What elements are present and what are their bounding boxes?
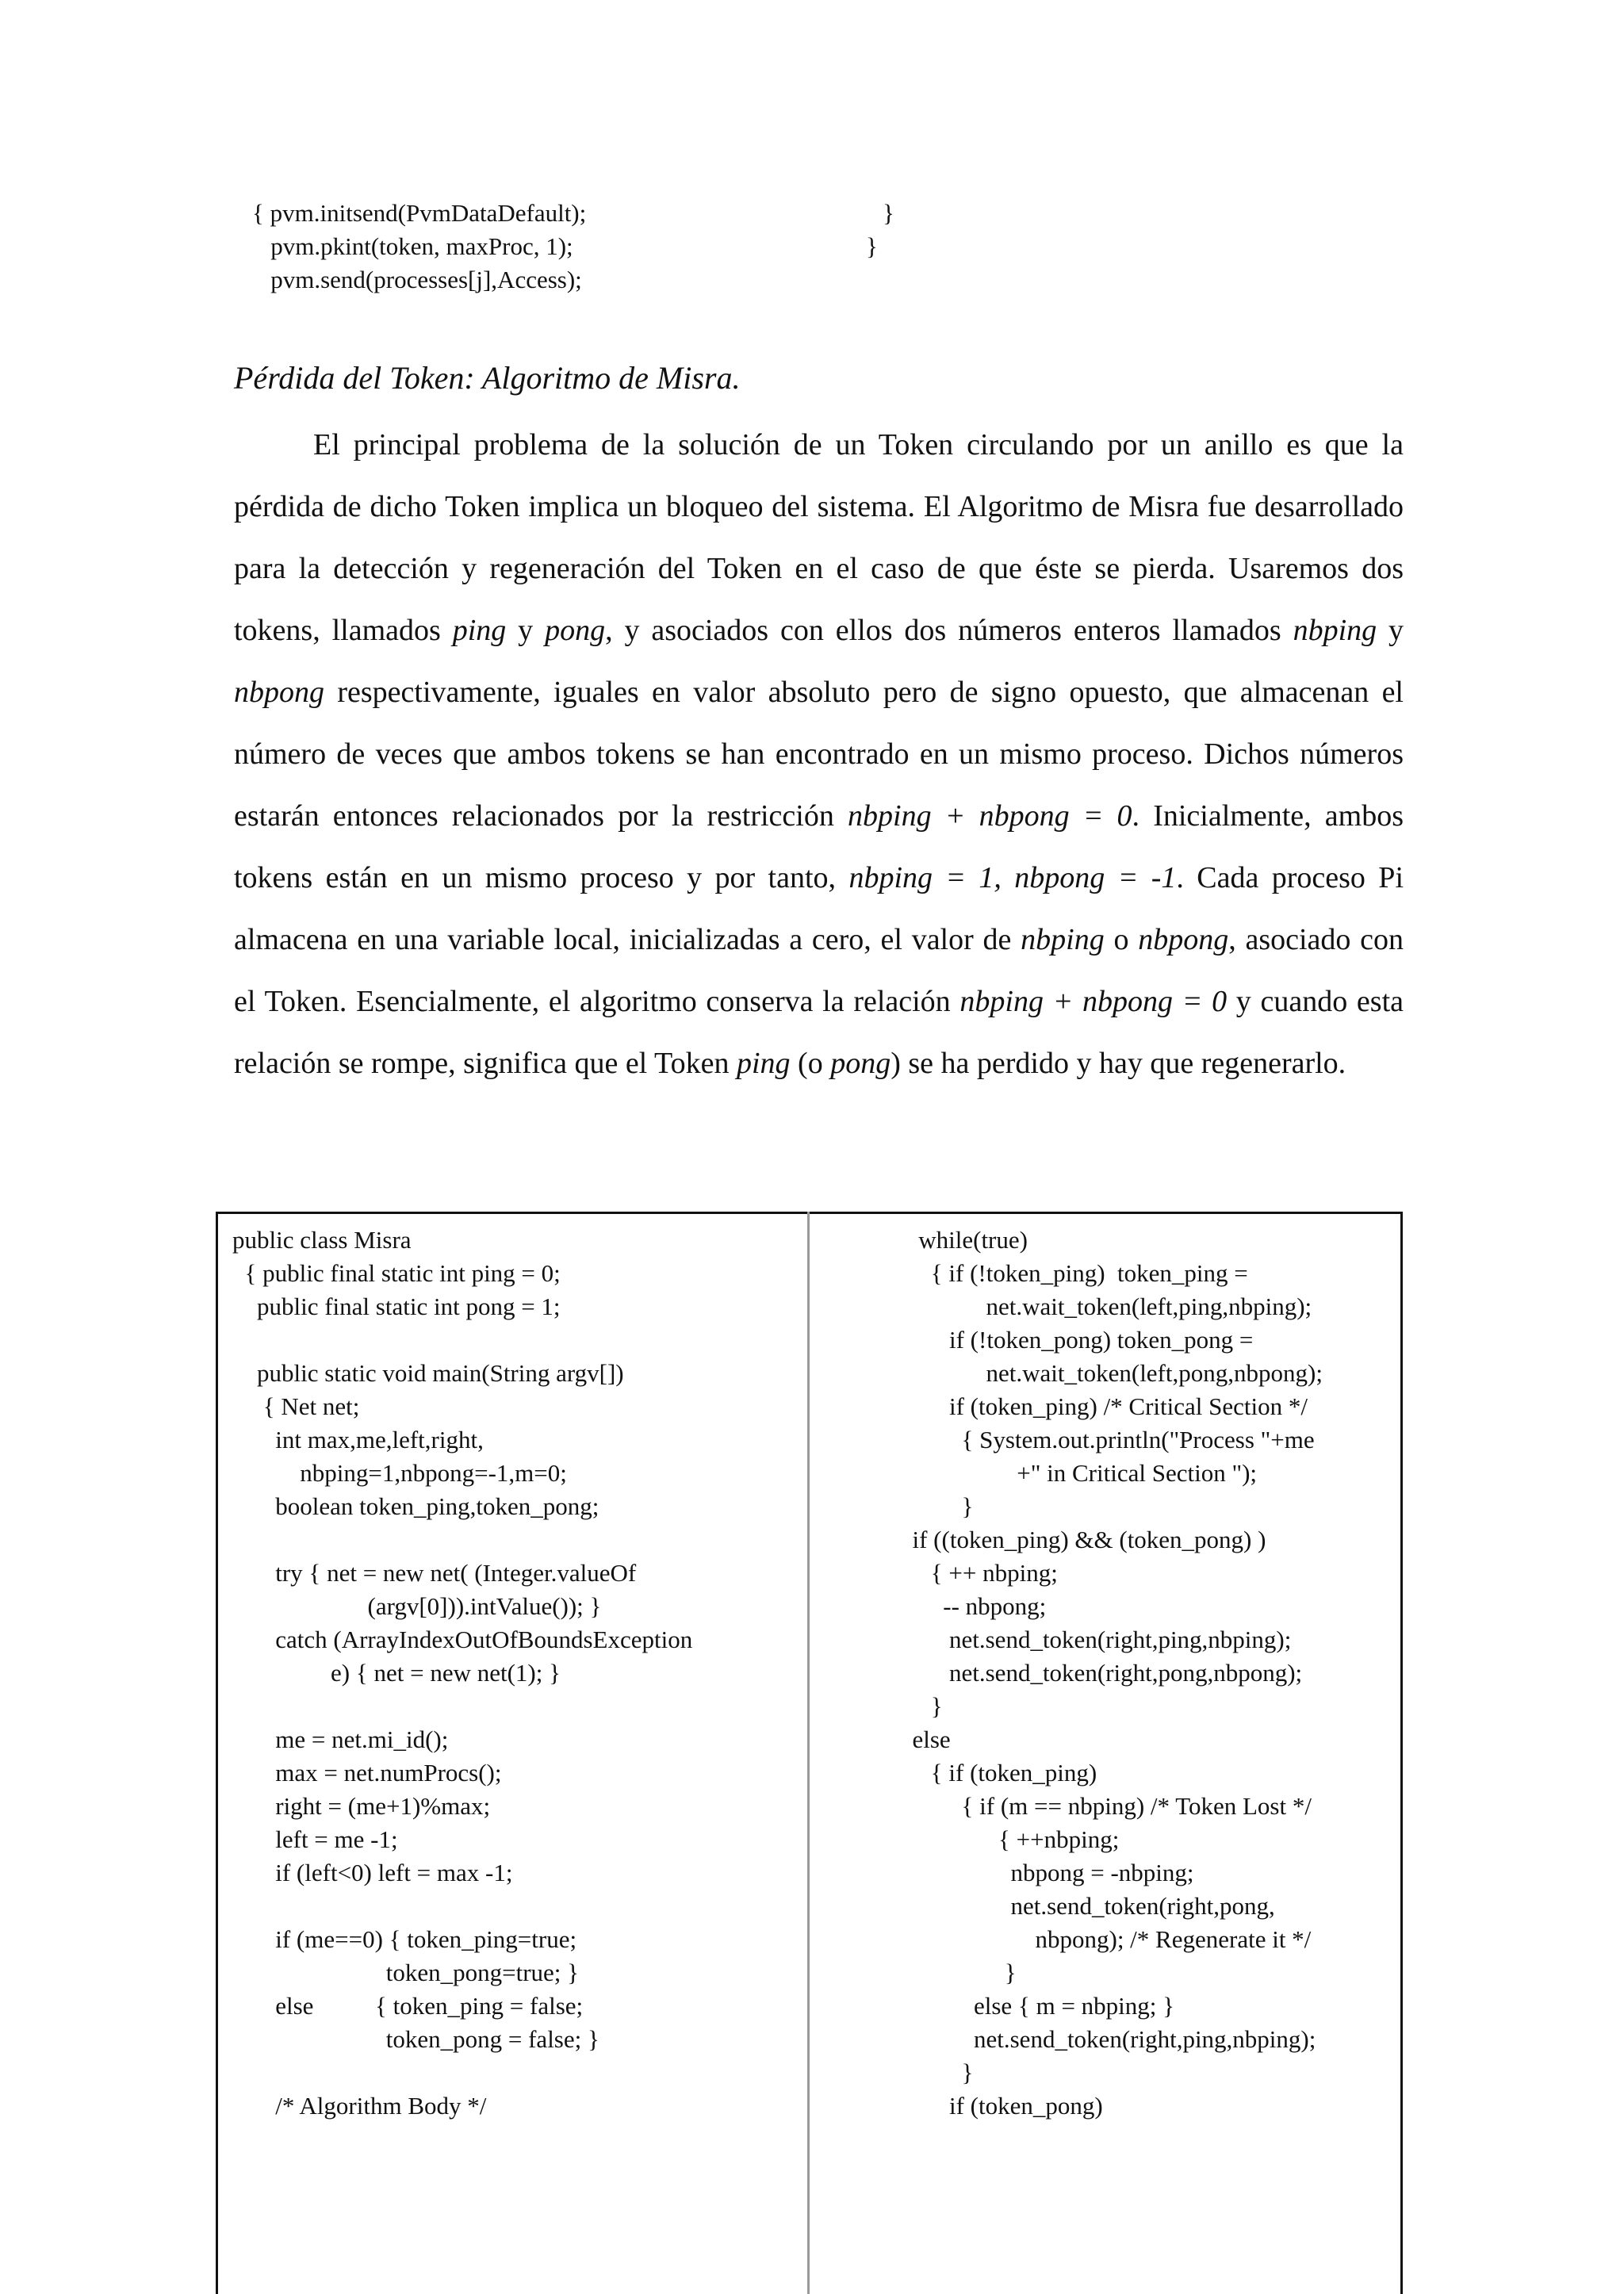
code-line: right = (me+1)%max; (232, 1792, 491, 1820)
code-line: me = net.mi_id(); (232, 1725, 449, 1753)
code-line: int max,me,left,right, (232, 1426, 484, 1453)
code-line: token_pong=true; } (232, 1959, 580, 1986)
code-line: e) { net = new net(1); } (232, 1659, 561, 1687)
code-line: try { net = new net( (Integer.valueOf (232, 1559, 637, 1587)
code-line: { Net net; (232, 1392, 360, 1420)
code-line: catch (ArrayIndexOutOfBoundsException (232, 1626, 693, 1653)
code-line: (argv[0])).intValue()); } (232, 1592, 602, 1620)
code-line: +" in Critical Section "); (900, 1459, 1258, 1487)
code-line: if ((token_ping) && (token_pong) ) (900, 1526, 1266, 1553)
code-line: net.wait_token(left,ping,nbping); (900, 1293, 1312, 1320)
code-line: net.send_token(right,ping,nbping); (900, 1626, 1292, 1653)
code-line: pvm.send(processes[j],Access); (252, 266, 582, 293)
code-line: else { token_ping = false; (232, 1992, 584, 2020)
code-line: { public final static int ping = 0; (232, 1259, 561, 1287)
code-line: -- nbpong; (900, 1592, 1047, 1620)
code-line: public static void main(String argv[]) (232, 1359, 624, 1387)
code-line: { if (!token_ping) token_ping = (900, 1259, 1248, 1287)
code-line: else { m = nbping; } (900, 1992, 1175, 2020)
code-line: net.send_token(right,ping,nbping); (900, 2025, 1316, 2053)
code-line: while(true) (900, 1226, 1028, 1254)
code-line: { ++nbping; (900, 1825, 1120, 1853)
section-heading: Pérdida del Token: Algoritmo de Misra. (234, 360, 741, 396)
code-line: else (900, 1725, 951, 1753)
code-line: left = me -1; (232, 1825, 398, 1853)
code-line: if (me==0) { token_ping=true; (232, 1925, 577, 1953)
code-line: net.send_token(right,pong,nbpong); (900, 1659, 1303, 1687)
code-line: net.send_token(right,pong, (900, 1892, 1275, 1920)
code-line: { if (token_ping) (900, 1759, 1097, 1787)
code-line: } (866, 232, 878, 260)
code-line: if (left<0) left = max -1; (232, 1859, 513, 1886)
code-line: nbping=1,nbpong=-1,m=0; (232, 1459, 567, 1487)
code-line: pvm.pkint(token, maxProc, 1); (252, 232, 573, 260)
code-line: { System.out.println("Process "+me (900, 1426, 1315, 1453)
paragraph-text: El principal problema de la solución de un Token circulando por un anillo es que la pérdida de dicho Token implica un bloqueo del sistema. El Algoritmo de Misra fue desarrollado para la detección y regeneración del Token en el caso de que éste se pierda. Usaremos dos tokens, llamados ping y pong, y asociados con ellos dos números enteros llamados nbping y nbpong respectivamente, iguales en valor absoluto pero de signo opuesto, que almacenan el número de veces que ambos tokens se han encontrado en un mismo proceso. Dichos números estarán entonces relacionados por la restricción nbping + nbpong = 0. Inicialmente, ambos tokens están en un mismo proceso y por tanto, nbping = 1, nbpong = -1. Cada proceso Pi almacena en una variable local, inicializadas a cero, el valor de nbping o nbpong, asociado con el Token. Esencialmente, el algoritmo conserva la relación nbping + nbpong = 0 y cuando esta relación se rompe, significa que el Token ping (o pong) se ha perdido y hay que regenerarlo. (234, 428, 1404, 1080)
code-line: { ++ nbping; (900, 1559, 1058, 1587)
code-line: if (!token_pong) token_pong = (900, 1326, 1254, 1354)
code-line: } (900, 1692, 943, 1720)
code-line: } (900, 1959, 1017, 1986)
code-line: if (token_ping) /* Critical Section */ (900, 1392, 1308, 1420)
code-line: max = net.numProcs(); (232, 1759, 502, 1787)
code-line: { pvm.initsend(PvmDataDefault); (252, 199, 587, 227)
code-line: { if (m == nbping) /* Token Lost */ (900, 1792, 1312, 1820)
body-paragraph (234, 414, 1404, 1094)
code-line: } (883, 199, 894, 227)
code-line: public final static int pong = 1; (232, 1293, 561, 1320)
code-line (232, 2056, 692, 2089)
code-line: } (900, 2058, 974, 2086)
code-line (232, 1690, 692, 1723)
code-column-right (900, 1224, 1323, 2123)
code-line: boolean token_ping,token_pong; (232, 1492, 599, 1520)
code-line: /* Algorithm Body */ (232, 2092, 487, 2120)
code-line: token_pong = false; } (232, 2025, 599, 2053)
code-line: nbpong = -nbping; (900, 1859, 1194, 1886)
code-line: nbpong); /* Regenerate it */ (900, 1925, 1312, 1953)
code-line (232, 1323, 692, 1357)
code-line: net.wait_token(left,pong,nbpong); (900, 1359, 1323, 1387)
code-line: } (900, 1492, 974, 1520)
code-line: if (token_pong) (900, 2092, 1103, 2120)
code-column-left (232, 1224, 692, 2123)
column-divider (807, 1212, 810, 2294)
code-line: public class Misra (232, 1226, 412, 1254)
code-line (232, 1523, 692, 1557)
code-line (232, 1890, 692, 1923)
